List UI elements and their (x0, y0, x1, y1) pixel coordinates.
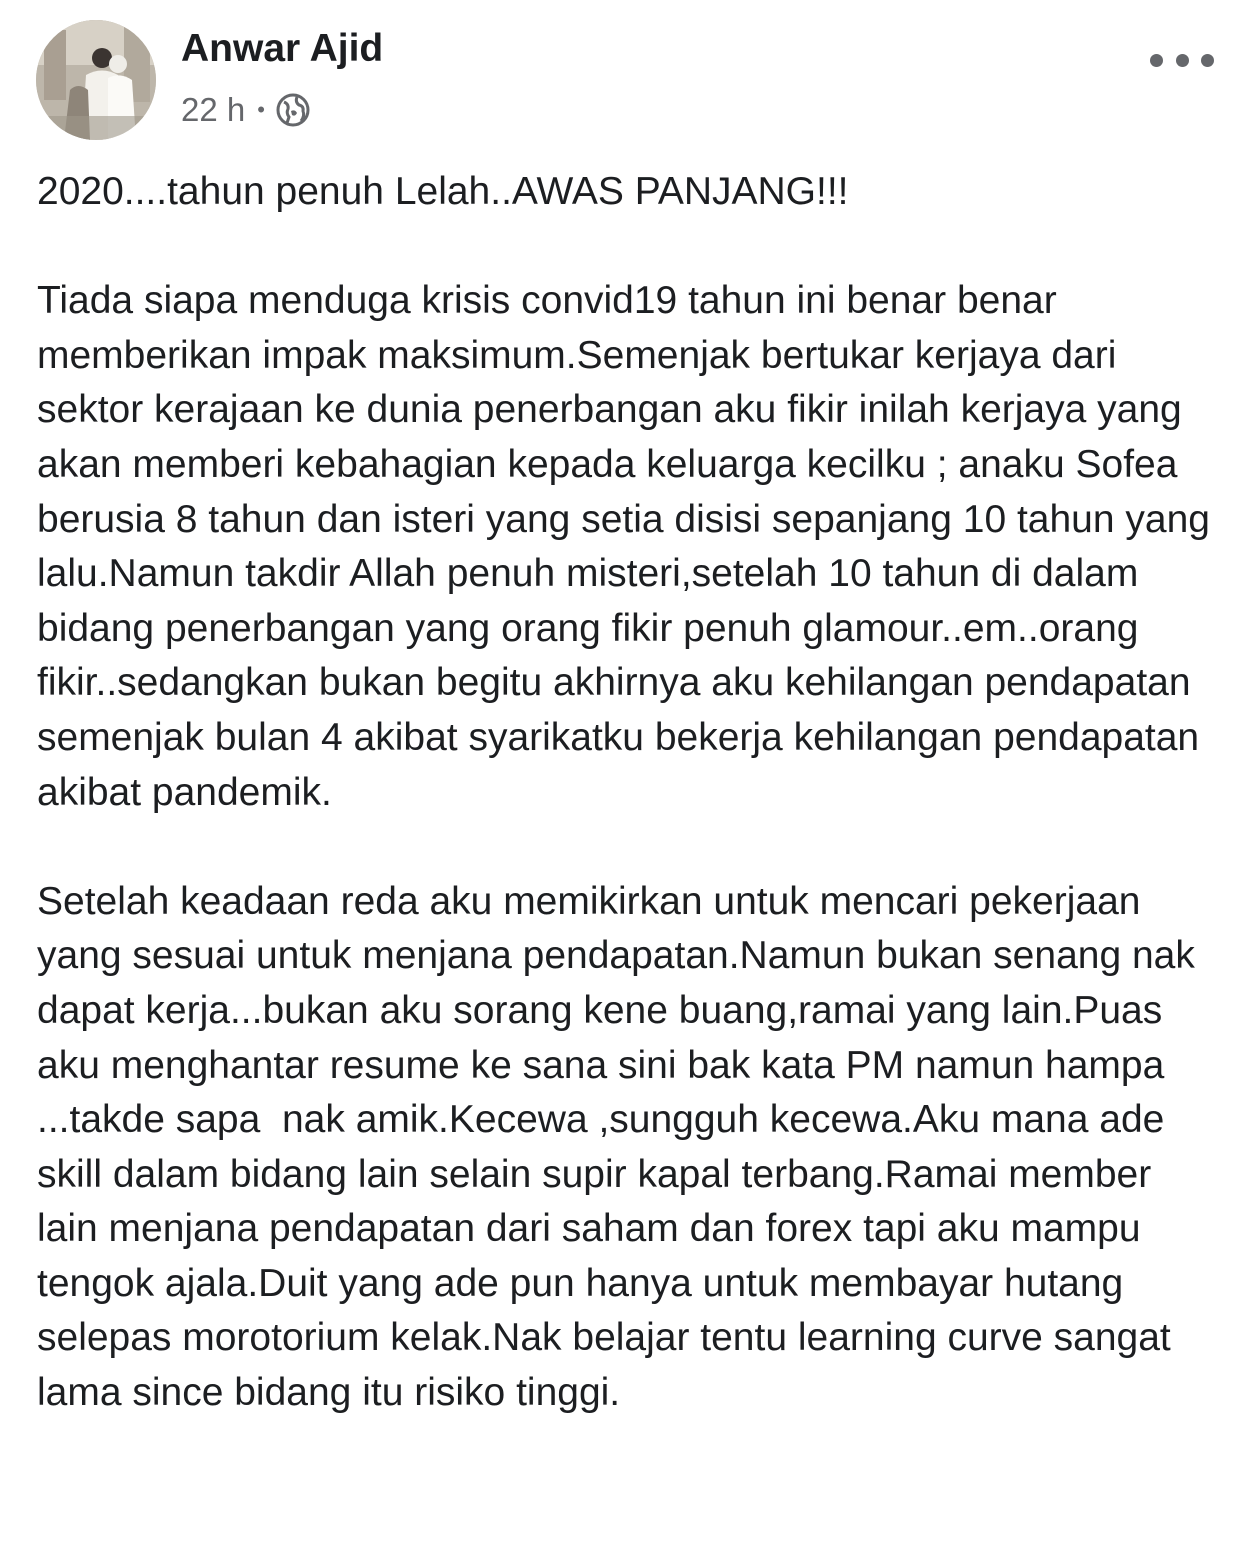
post-body (37, 165, 1222, 1421)
post-paragraph: 2020....tahun penuh Lelah..AWAS PANJANG!!! (37, 170, 849, 213)
post-header (0, 0, 1242, 150)
more-dot (1201, 54, 1214, 67)
avatar[interactable] (36, 20, 156, 140)
post-meta (181, 88, 311, 132)
author-name[interactable]: Anwar Ajid (181, 27, 384, 70)
globe-icon[interactable] (275, 92, 311, 128)
post-paragraph: Setelah keadaan reda aku memikirkan untuk mencari pekerjaan yang sesuai untuk menjana pendapatan.Namun bukan senang nak dapat kerja...bukan aku sorang kene buang,ramai yang lain.Puas aku menghantar resume ke sana sini bak kata PM namun hampa ...takde sapa nak amik.Kecewa ,sungguh kecewa.Aku mana ade skill dalam bidang lain selain supir kapal terbang.Ramai member lain menjana pendapatan dari saham dan forex tapi aku mampu tengok ajala.Duit yang ade pun hanya untuk membayar hutang selepas morotorium kelak.Nak belajar tentu learning curve sangat lama since bidang itu risiko tinggi. (37, 879, 1206, 1415)
more-dot (1176, 54, 1189, 67)
timestamp[interactable]: 22 h (181, 91, 246, 128)
more-dot (1150, 54, 1163, 67)
more-options-icon[interactable] (1150, 44, 1214, 76)
post-paragraph: Tiada siapa menduga krisis convid19 tahun ini benar benar memberikan impak maksimum.Semenjak bertukar kerjaya dari sektor kerajaan ke dunia penerbangan aku fikir inilah kerjaya yang akan memberi kebahagian kepada keluarga kecilku ; anaku Sofea berusia 8 tahun dan isteri yang setia disisi sepanjang 10 tahun yang lalu.Namun takdir Allah penuh misteri,setelah 10 tahun di dalam bidang penerbangan yang orang fikir penuh glamour..em..orang fikir..sedangkan bukan begitu akhirnya aku kehilangan pendapatan semenjak bulan 4 akibat syarikatku bekerja kehilangan pendapatan akibat pandemik. (37, 279, 1221, 814)
profile-photo-icon (36, 20, 156, 140)
meta-separator: • (257, 97, 265, 122)
